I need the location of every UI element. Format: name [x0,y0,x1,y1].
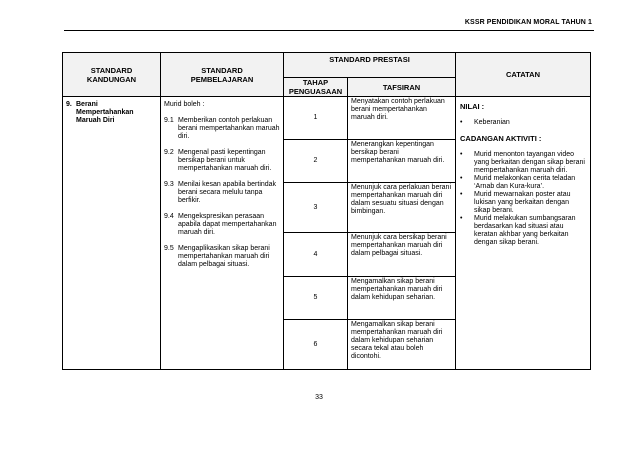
bullet-icon: • [460,151,463,158]
kandungan-line-3: Maruah Diri [76,117,115,124]
tafsiran-text: Menyatakan contoh perlakuan berani mempertahankan maruah diri. [348,97,456,140]
pembelajaran-item: 9.1 Memberikan contoh perlakuan berani mempertahankan maruah diri. [164,117,280,140]
header-tafsiran: TAFSIRAN [348,78,456,97]
nilai-item: • Keberanian [460,119,510,126]
kandungan-line-1: Berani [76,101,98,108]
header-tahap-penguasaan: TAHAP PENGUASAAN [284,78,348,97]
tafsiran-text: Menunjuk cara perlakuan berani mempertahankan maruah diri dalam sesuatu situasi dengan bimbingan. [348,183,456,233]
aktiviti-item: • Murid melakukan sumbangsaran berdasarkan kad situasi atau keratan akhbar yang berkaitan dengan sikap berani. [460,215,576,246]
page-number: 33 [315,394,323,401]
catatan-cell [456,97,591,370]
pembelajaran-item: 9.3 Menilai kesan apabila bertindak berani secara melulu tanpa berfikir. [164,181,277,204]
tahap-level: 4 [284,233,348,277]
header-standard-pembelajaran: STANDARD PEMBELAJARAN [161,53,284,97]
bullet-icon: • [460,119,463,126]
tahap-level: 5 [284,277,348,320]
tahap-level: 1 [284,97,348,140]
tafsiran-text: Mengamalkan sikap berani mempertahankan maruah diri dalam kehidupan seharian secara tekal atau boleh dicontohi. [348,320,456,370]
aktiviti-list [460,151,586,247]
bullet-icon: • [460,215,463,222]
pembelajaran-item: 9.4 Mengekspresikan perasaan apabila dapat mempertahankan maruah diri. [164,213,277,236]
standard-pembelajaran-cell [161,97,284,370]
standard-kandungan-cell [63,97,161,370]
header-divider [64,30,594,31]
header-standard-prestasi: STANDARD PRESTASI [284,53,456,78]
header-catatan: CATATAN [456,53,591,97]
bullet-icon: • [460,191,463,198]
tahap-level: 6 [284,320,348,370]
tahap-level: 2 [284,140,348,183]
aktiviti-item: • Murid mewarnakan poster atau lukisan yang berkaitan dengan sikap berani. [460,191,571,214]
pembelajaran-item: 9.5 Mengaplikasikan sikap berani mempertahankan maruah diri dalam pelbagai situasi. [164,245,270,268]
document-header-title: KSSR PENDIDIKAN MORAL TAHUN 1 [464,19,592,26]
aktiviti-heading: CADANGAN AKTIVITI : [460,134,542,143]
pembelajaran-item: 9.2 Mengenal pasti kepentingan bersikap berani untuk mempertahankan maruah diri. [164,149,272,172]
nilai-list [460,119,586,127]
tafsiran-text: Menerangkan kepentingan bersikap berani mempertahankan maruah diri. [348,140,456,183]
kandungan-number: 9. [66,101,72,108]
bullet-icon: • [460,175,463,182]
kandungan-line-2: Mempertahankan [76,109,134,116]
tafsiran-text: Menunjuk cara bersikap berani mempertahankan maruah diri dalam pelbagai situasi. [348,233,456,277]
aktiviti-item: • Murid menonton tayangan video yang berkaitan dengan sikap berani mempertahankan maruah diri. [460,151,585,174]
nilai-heading: NILAI : [460,102,485,111]
tafsiran-text: Mengamalkan sikap berani mempertahankan maruah diri dalam kehidupan seharian. [348,277,456,320]
header-standard-kandungan: STANDARD KANDUNGAN [63,53,161,97]
tahap-level: 3 [284,183,348,233]
standard-table [62,52,591,370]
pembelajaran-intro: Murid boleh : [164,101,205,108]
aktiviti-item: • Murid melakonkan cerita teladan ‘Arnab dan Kura-kura’. [460,175,576,190]
